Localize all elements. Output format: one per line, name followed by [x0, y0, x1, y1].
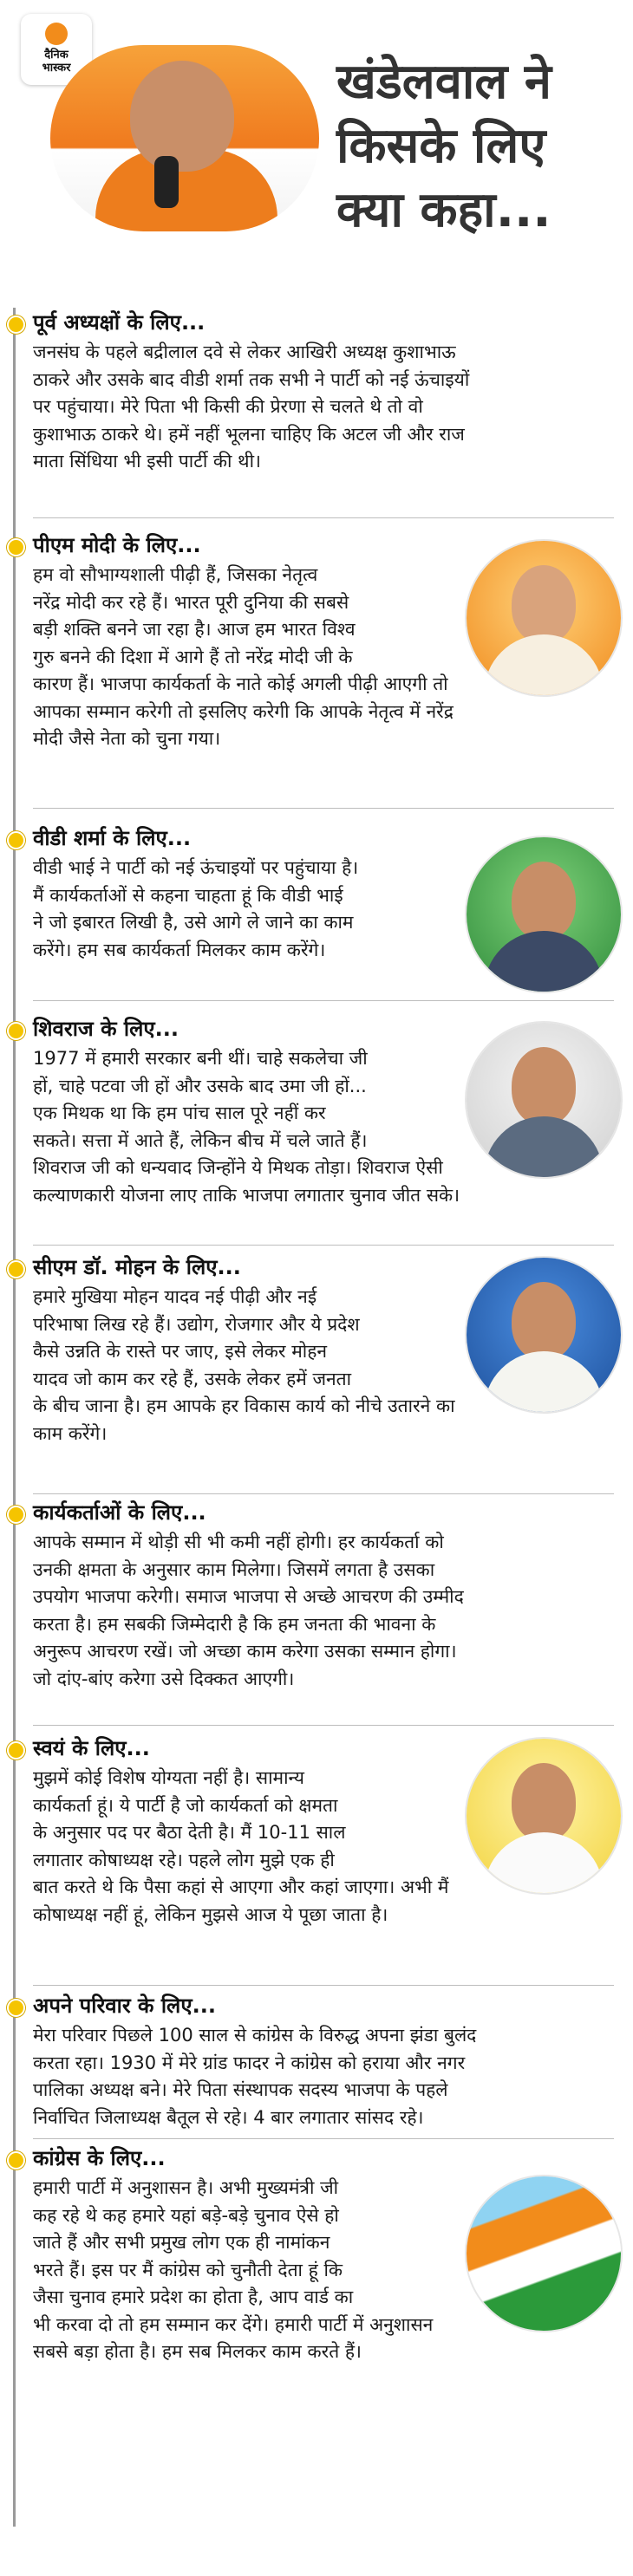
body-line: पालिका अध्यक्ष बने। मेरे पिता संस्थापक सदस्य भाजपा के पहले	[33, 2079, 448, 2100]
section-body	[33, 562, 454, 753]
body-line: कल्याणकारी योजना लाए ताकि भाजपा लगातार चुनाव जीत सके।	[33, 1184, 460, 1206]
section-family	[0, 1991, 633, 2164]
section-title: स्वयं के लिए...	[33, 1736, 150, 1760]
portrait-vd-sharma	[465, 836, 623, 993]
timeline-dot	[7, 538, 25, 556]
section-divider	[33, 1000, 614, 1001]
timeline-dot	[7, 1260, 25, 1278]
body-line: शिवराज जी को धन्यवाद जिन्होंने ये मिथक तोड़ा। शिवराज ऐसी	[33, 1157, 443, 1178]
section-body	[33, 1045, 460, 1209]
body-line: निर्वाचित जिलाध्यक्ष बैतूल से रहे। 4 बार लगातार सांसद रहे।	[33, 2106, 424, 2128]
timeline-dot	[7, 315, 25, 334]
section-vd-sharma	[0, 823, 633, 1005]
body-line: करता रहा। 1930 में मेरे ग्रांड फादर ने कांग्रेस को हराया और नगर	[33, 2052, 466, 2073]
section-former-presidents	[0, 308, 633, 524]
body-line: जनसंघ के पहले बद्रीलाल दवे से लेकर आखिरी अध्यक्ष कुशाभाऊ	[33, 342, 456, 362]
headline-line1: खंडेलवाल ने	[336, 54, 551, 110]
section-body	[33, 339, 469, 476]
section-body	[33, 1284, 455, 1447]
body-line: 1977 में हमारी सरकार बनी थीं। चाहे सकलेचा जी	[33, 1048, 368, 1069]
congress-flag-icon	[465, 2175, 623, 2332]
section-divider	[33, 1493, 614, 1494]
hero-photo-khandelwal	[50, 45, 319, 231]
portrait-mohan-yadav	[465, 1256, 623, 1414]
headline-line3: क्या कहा...	[336, 182, 551, 238]
section-title: कार्यकर्ताओं के लिए...	[33, 1500, 206, 1525]
body-line: कैसे उन्नति के रास्ते पर जाए, इसे लेकर मोहन	[33, 1341, 327, 1362]
timeline-dot	[7, 831, 25, 849]
section-cm-mohan	[0, 1252, 633, 1504]
section-body	[33, 2022, 476, 2131]
timeline-dot	[7, 1999, 25, 2017]
section-pm-modi	[0, 530, 633, 816]
body-line: ने जो इबारत लिखी है, उसे आगे ले जाने का काम	[33, 912, 354, 933]
body-line: माता सिंधिया भी इसी पार्टी की थी।	[33, 451, 261, 472]
section-title: सीएम डॉ. मोहन के लिए...	[33, 1255, 241, 1279]
body-line: उनकी क्षमता के अनुसार काम मिलेगा। जिसमें लगता है उसका	[33, 1558, 435, 1580]
headline-line2: किसके लिए	[336, 118, 546, 174]
timeline-dot	[7, 1506, 25, 1524]
body-line: आपका सम्मान करेगी तो इसलिए करेगी कि आपके नेतृत्व में नरेंद्र	[33, 700, 454, 722]
body-line: अनुरूप आचरण रखें। जो अच्छा काम करेगा उसका सम्मान होगा।	[33, 1641, 457, 1662]
body-line: एक मिथक था कि हम पांच साल पूरे नहीं कर	[33, 1103, 326, 1123]
microphone-icon	[154, 156, 179, 208]
body-line: कह रहे थे कह हमारे यहां बड़े-बड़े चुनाव ऐसे हो	[33, 2204, 339, 2226]
portrait-modi	[465, 539, 623, 697]
body-line: हम वो सौभाग्यशाली पीढ़ी हैं, जिसका नेतृत्व	[33, 564, 318, 585]
body-line: वीडी भाई ने पार्टी को नई ऊंचाइयों पर पहुंचाया है।	[33, 857, 359, 878]
body-line: परिभाषा लिख रहे हैं। उद्योग, रोजगार और ये प्रदेश	[33, 1313, 360, 1335]
body-line: सबसे बड़ा होता है। हम सब मिलकर काम करते हैं।	[33, 2341, 362, 2362]
portrait-shivraj	[465, 1021, 623, 1179]
body-line: उपयोग भाजपा करेगी। समाज भाजपा से अच्छे आचरण की उम्मीद	[33, 1586, 464, 1607]
body-line: बड़ी शक्ति बनने जा रहा है। आज हम भारत विश्व	[33, 619, 356, 640]
body-line: करता है। हम सबकी जिम्मेदारी है कि हम जनता की भावना के	[33, 1613, 436, 1635]
section-title: अपने परिवार के लिए...	[33, 1994, 216, 2018]
header	[0, 0, 633, 299]
body-line: कुशाभाऊ ठाकरे थे। हमें नहीं भूलना चाहिए कि अटल जी और राज	[33, 423, 465, 445]
body-line: काम करेंगे।	[33, 1422, 108, 1444]
body-line: मैं कार्यकर्ताओं से कहना चाहता हूं कि वीडी भाई	[33, 884, 343, 906]
body-line: हमारी पार्टी में अनुशासन है। अभी मुख्यमंत्री जी	[33, 2177, 339, 2198]
page-headline	[336, 50, 623, 243]
body-line: मोदी जैसे नेता को चुना गया।	[33, 728, 221, 749]
section-body	[33, 2175, 433, 2366]
body-line: बात करते थे कि पैसा कहां से आएगा और कहां जाएगा। अभी मैं	[33, 1877, 449, 1897]
section-workers	[0, 1498, 633, 1749]
section-title: पूर्व अध्यक्षों के लिए...	[33, 310, 206, 335]
timeline-dot	[7, 2151, 25, 2169]
body-line: भी करवा दो तो हम सम्मान कर देंगे। हमारी पार्टी में अनुशासन	[33, 2313, 434, 2335]
logo-line2: भास्कर	[42, 62, 71, 75]
timeline-dot	[7, 1022, 25, 1040]
body-line: मेरा परिवार पिछले 100 साल से कांग्रेस के विरुद्ध अपना झंडा बुलंद	[33, 2025, 477, 2046]
section-body	[33, 855, 358, 964]
section-divider	[33, 1725, 614, 1726]
portrait-khandelwal	[465, 1737, 623, 1895]
body-line: गुरु बनने की दिशा में आगे हैं तो नरेंद्र मोदी जी के	[33, 646, 353, 667]
body-line: ठाकरे और उसके बाद वीडी शर्मा तक सभी ने पार्टी को नई ऊंचाइयों	[33, 368, 470, 390]
body-line: कार्यकर्ता हूं। ये पार्टी है जो कार्यकर्ता को क्षमता	[33, 1794, 338, 1816]
body-line: हमारे मुखिया मोहन यादव नई पीढ़ी और नई	[33, 1286, 317, 1307]
body-line: हों, चाहे पटवा जी हों और उसके बाद उमा जी हों...	[33, 1075, 367, 1096]
section-divider	[33, 517, 614, 518]
body-line: जैसा चुनाव हमारे प्रदेश का होता है, आप वार्ड का	[33, 2287, 354, 2307]
section-body	[33, 1529, 464, 1693]
body-line: यादव जो काम कर रहे हैं, उसके लेकर हमें जनता	[33, 1368, 352, 1389]
section-body	[33, 1765, 448, 1929]
logo-line1: दैनिक	[44, 49, 69, 62]
section-self	[0, 1734, 633, 1994]
timeline-dot	[7, 1741, 25, 1760]
body-line: कारण हैं। भाजपा कार्यकर्ता के नाते कोई अगली पीढ़ी आएगी तो	[33, 673, 448, 694]
section-divider	[33, 808, 614, 809]
section-title: कांग्रेस के लिए...	[33, 2146, 166, 2170]
body-line: करेंगे। हम सब कार्यकर्ता मिलकर काम करेंगे।	[33, 939, 326, 960]
section-congress	[0, 2143, 633, 2404]
section-divider	[33, 2138, 614, 2139]
section-divider	[33, 1985, 614, 1986]
body-line: भरते हैं। इस पर मैं कांग्रेस को चुनौती देता हूं कि	[33, 2259, 343, 2280]
section-title: पीएम मोदी के लिए...	[33, 533, 201, 557]
body-line: मुझमें कोई विशेष योग्यता नहीं है। सामान्य	[33, 1767, 304, 1788]
body-line: सकते। सत्ता में आते हैं, लेकिन बीच में चले जाते हैं।	[33, 1129, 368, 1151]
body-line: के बीच जाना है। हम आपके हर विकास कार्य को नीचे उतारने का	[33, 1395, 455, 1416]
body-line: जाते हैं और सभी प्रमुख लोग एक ही नामांकन	[33, 2232, 330, 2253]
section-divider	[33, 1245, 614, 1246]
body-line: के अनुसार पद पर बैठा देती है। मैं 10-11 साल	[33, 1822, 346, 1843]
section-title: वीडी शर्मा के लिए...	[33, 826, 192, 850]
section-shivraj	[0, 1014, 633, 1248]
section-title: शिवराज के लिए...	[33, 1017, 179, 1041]
body-line: पर पहुंचाया। मेरे पिता भी किसी की प्रेरणा से चलते थे तो वो	[33, 396, 423, 417]
sun-icon	[45, 23, 68, 45]
body-line: लगातार कोषाध्यक्ष रहे। पहले लोग मुझे एक ही	[33, 1849, 335, 1870]
body-line: कोषाध्यक्ष नहीं हूं, लेकिन मुझसे आज ये पूछा जाता है।	[33, 1903, 388, 1925]
body-line: नरेंद्र मोदी कर रहे हैं। भारत पूरी दुनिया की सबसे	[33, 591, 349, 613]
body-line: आपके सम्मान में थोड़ी सी भी कमी नहीं होगी। हर कार्यकर्ता को	[33, 1532, 444, 1552]
body-line: जो दांए-बांए करेगा उसे दिक्कत आएगी।	[33, 1668, 295, 1689]
